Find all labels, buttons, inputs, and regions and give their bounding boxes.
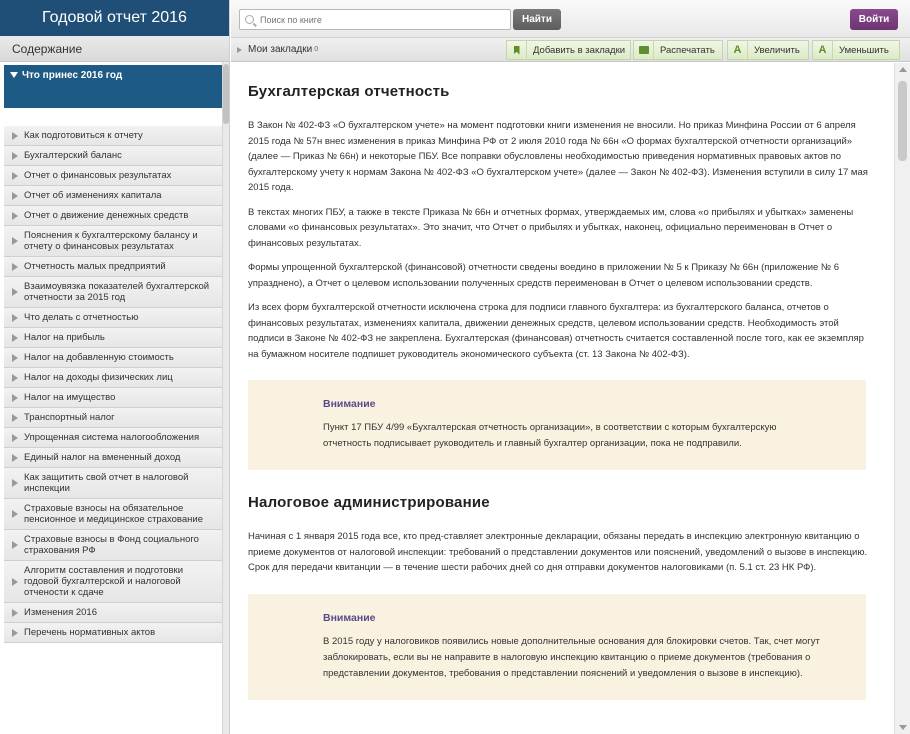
toc-item[interactable] [4,206,222,226]
zoom-in-label: Увеличить [754,44,800,56]
toc-item-label: Налог на доходы физических лиц [24,372,173,383]
printer-icon [634,41,654,59]
toc-item[interactable] [4,257,222,277]
font-increase-icon: A [728,41,748,59]
toc-item-label: Транспортный налог [24,412,115,423]
toolbar [231,38,910,62]
toc-item-label: Изменения 2016 [24,607,97,618]
toc-item-label: Страховые взносы в Фонд социального страхования РФ [24,534,199,556]
toc-item-label: Отчет о финансовых результатах [24,170,172,181]
toc-list [4,126,222,643]
toc-item[interactable] [4,408,222,428]
toc-item[interactable] [4,623,222,643]
triangle-right-icon [12,510,18,518]
toc-item[interactable] [4,388,222,408]
toc-item-label: Налог на имущество [24,392,116,403]
triangle-right-icon [12,434,18,442]
triangle-right-icon [12,354,18,362]
section-title-tax-admin: Налоговое администрирование [248,494,490,511]
paragraph: В текстах многих ПБУ, а также в тексте Приказа № 66н и отчетных формах, утверждаемых им, слова «о прибылях и убытках» заменены словами «о финансовых результатах». Это значит, что Отчет о прибылях и убытках, наконец, официально переименован в Отчет о финансовых результатах. [248,206,854,249]
triangle-right-icon [12,629,18,637]
toc-item-label: Пояснения к бухгалтерскому балансу и отчету о финансовых результатах [24,230,198,252]
toc-item-label: Единый налог на вмененный доход [24,452,181,463]
toc-item[interactable] [4,530,222,561]
print-label: Распечатать [660,44,715,56]
triangle-right-icon [12,374,18,382]
triangle-right-icon [12,263,18,271]
toc-item-label: Отчет об изменениях капитала [24,190,162,201]
notice-box [248,594,866,700]
triangle-right-icon [12,212,18,220]
toc-item[interactable] [4,146,222,166]
triangle-right-icon [12,578,18,586]
toc-item-label: Как подготовиться к отчету [24,130,143,141]
paragraph: Начиная с 1 января 2015 года все, кто пред-ставляет электронные декларации, обязаны передать в инспекцию электронную квитанцию о приеме документов от налоговой инспекции: требований о представлении документов или пояснений, уведомлений о вызове в инспекцию. Срок для передачи квитанции — в течение шести рабочих дней со дня отправки документов налоговиками (п. 5.1 ст. 23 НК РФ). [248,531,868,573]
toc-item[interactable] [4,428,222,448]
toc-item-label: Налог на добавленную стоимость [24,352,174,363]
toc-item-label: Перечень нормативных актов [24,627,156,638]
toc-item[interactable] [4,603,222,623]
triangle-right-icon [12,132,18,140]
triangle-right-icon [12,334,18,342]
content-scrollbar[interactable] [894,63,910,734]
zoom-in-button[interactable] [727,40,809,60]
toc-item[interactable] [4,348,222,368]
book-title: Годовой отчет 2016 [0,0,229,36]
toc-item-label: Как защитить свой отчет в налоговой инспекции [24,472,189,494]
content-area [231,63,910,734]
paragraph: В Закон № 402-ФЗ «О бухгалтерском учете» на момент подготовки книги изменения не вносили. Но приказ Минфина России от 6 апреля 2015 года № 57н внес изменения в приказ Минфина РФ от 2 июля 2010 года № 66н «О формах бухгалтерской отчетности организаций» (далее — Приказ № 66н) и некоторые ПБУ. Все поправки обусловлены необходимостью приведения нормативных правовых актов по бухгалтерскому учету к нормам Закона № 402-ФЗ «О бухгалтерском учете» (далее — Закон № 402-ФЗ). Изменения вступили в силу 17 мая 2015 года. [248,120,868,193]
notice-box [248,380,866,470]
sidebar [0,0,230,734]
triangle-right-icon [12,394,18,402]
triangle-right-icon [12,152,18,160]
toc-item[interactable] [4,468,222,499]
toc-item-label: Налог на прибыль [24,332,105,343]
toc-item[interactable] [4,308,222,328]
toc-item-label: Упрощенная система налогообложения [24,432,200,443]
toc-spacer [4,108,222,126]
triangle-right-icon [12,314,18,322]
toc-item-label: Отчет о движение денежных средств [24,210,189,221]
article [231,63,894,734]
search-icon [245,15,254,24]
search-input[interactable] [260,15,500,25]
toc-item[interactable] [4,448,222,468]
find-button[interactable]: Найти [513,9,561,30]
notice-text: Пункт 17 ПБУ 4/99 «Бухгалтерская отчетность организации», в соответствии с которым бухгалтерскую отчетность подписывает руководитель и главный бухгалтер организации, пока не подправили. [323,422,777,449]
triangle-right-icon [12,414,18,422]
triangle-right-icon [12,192,18,200]
toc-item[interactable] [4,226,222,257]
toc-item-label: Что принес 2016 год [22,70,123,81]
toc-item-label: Бухгалтерский баланс [24,150,122,161]
search-box[interactable] [239,9,511,30]
triangle-right-icon [12,609,18,617]
toc-item[interactable] [4,126,222,146]
font-decrease-icon: A [813,41,833,59]
triangle-right-icon [237,47,242,53]
triangle-right-icon [12,454,18,462]
toc-item[interactable] [4,277,222,308]
triangle-right-icon [12,172,18,180]
toc-item-label: Страховые взносы на обязательное пенсионное и медицинское страхование [24,503,203,525]
notice-title: Внимание [323,398,376,410]
login-button[interactable]: Войти [850,9,898,30]
toc-item[interactable] [4,561,222,603]
notice-text: В 2015 году у налоговиков появились новые дополнительные основания для блокировки счетов. Так, счет могут заблокировать, если вы не направите в налоговую инспекцию квитанцию о приеме документов (требования о представлении документов, требования о представлении пояснений и уведомления о вызове в инспекцию). [323,635,820,679]
toc-item-label: Алгоритм составления и подготовки годовой бухгалтерской и налоговой отчености к сдаче [24,565,184,598]
bookmark-icon [507,41,527,59]
zoom-out-button[interactable] [812,40,900,60]
triangle-right-icon [12,541,18,549]
section-title-accounting: Бухгалтерская отчетность [248,83,450,100]
sidebar-scrollbar-thumb[interactable] [223,64,229,124]
toc-item-active[interactable] [4,65,222,108]
toc-item-label: Отчетность малых предприятий [24,261,166,272]
triangle-right-icon [12,479,18,487]
toc-item[interactable] [4,368,222,388]
print-button[interactable] [633,40,723,60]
sidebar-scrollbar[interactable] [222,62,229,734]
notice-title: Внимание [323,611,376,624]
bookmarks-label: Мои закладки [248,44,313,55]
top-bar [231,0,910,38]
bookmarks-count: 0 [314,46,319,53]
scroll-up-icon[interactable] [899,67,907,72]
triangle-right-icon [12,288,18,296]
scroll-down-icon[interactable] [899,725,907,730]
zoom-out-label: Уменьшить [839,44,889,56]
toc-item[interactable] [4,186,222,206]
toc-item-label: Что делать с отчетностью [24,312,139,323]
toc-item[interactable] [4,499,222,530]
content-scrollbar-thumb[interactable] [898,81,907,161]
toc-item-label: Взаимоувязка показателей бухгалтерской отчетности за 2015 год [24,281,210,303]
contents-tab[interactable]: Содержание [0,36,229,62]
add-bookmark-button[interactable] [506,40,631,60]
triangle-down-icon [10,72,18,78]
toc-item[interactable] [4,166,222,186]
paragraph: Формы упрощенной бухгалтерской (финансовой) отчетности сведены воедино в приложении № 5 к Приказу № 66н (приложение № 6 упразднено), а Отчет о целевом использовании полученных средств переименован в Отчет о целевом использовании средств. [248,262,840,289]
toc-item[interactable] [4,328,222,348]
paragraph: Из всех форм бухгалтерской отчетности исключена строка для подписи главного бухгалтера: из бухгалтерского баланса, отчетов о финансовых результатах, изменениях капитала, движении денежных средств, целевом использовании средств. Необходимость этой подписи в Законе № 402-ФЗ не закреплена. Бухгалтерская (финансовая) отчетность считается составленной после того, как ее экземпляр на бумажном носителе подпишет руководитель экономического субъекта (ст. 13 Закона № 402-ФЗ). [248,302,864,360]
triangle-right-icon [12,237,18,245]
my-bookmarks[interactable] [237,38,318,62]
add-bookmark-label: Добавить в закладки [533,44,626,56]
